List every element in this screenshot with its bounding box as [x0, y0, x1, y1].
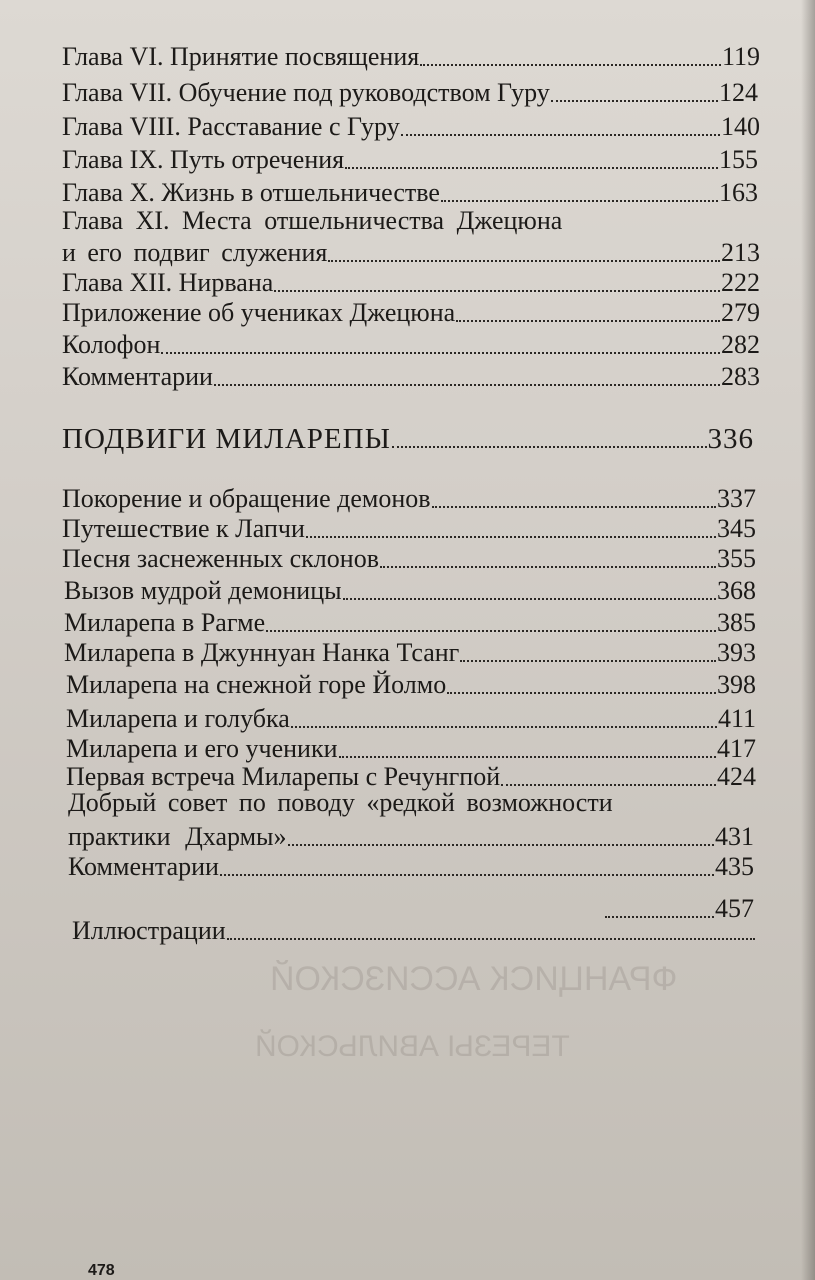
toc-entry-title: Миларепа и его ученики	[66, 734, 338, 763]
toc-entry-page: 213	[721, 238, 760, 267]
dot-leader	[420, 64, 721, 66]
toc-entry-title: Песня заснеженных склонов	[62, 544, 379, 573]
toc-entry-page: 457	[715, 894, 754, 923]
toc-entry[interactable]	[64, 576, 756, 606]
dot-leader	[441, 200, 718, 202]
toc-entry[interactable]	[62, 78, 758, 108]
dot-leader	[288, 844, 714, 846]
toc-entry-page: 431	[715, 822, 754, 851]
dot-leader	[380, 566, 716, 568]
toc-entry[interactable]	[62, 238, 760, 268]
page-number: 478	[88, 1262, 115, 1279]
toc-entry[interactable]	[64, 638, 756, 668]
dot-leader	[460, 660, 716, 662]
toc-entry-title: Миларепа и голубка	[66, 704, 290, 733]
toc-entry-page: 283	[721, 362, 760, 391]
toc-entry-page: 124	[719, 78, 758, 107]
toc-entry-title: Глава IX. Путь отречения	[62, 145, 345, 174]
toc-entry-title: Комментарии	[68, 852, 219, 881]
toc-entry-title: Глава X. Жизнь в отшельничестве	[62, 178, 440, 207]
toc-entry-title: Путешествие к Лапчи	[62, 514, 305, 543]
dot-leader	[306, 536, 716, 538]
toc-entry-page: 279	[721, 298, 760, 327]
dot-leader	[291, 726, 717, 728]
toc-entry-title: Миларепа в Джуннуан Нанка Тсанг	[64, 638, 460, 667]
illustrations-title-row	[72, 916, 756, 946]
dot-leader	[551, 100, 718, 102]
toc-entry-page: 411	[717, 704, 756, 733]
toc-entry-page: 282	[721, 330, 760, 359]
toc-entry-page: 355	[717, 544, 756, 573]
toc-entry-page: 385	[717, 608, 756, 637]
toc-entry[interactable]	[62, 484, 756, 514]
toc-entry[interactable]	[68, 852, 754, 882]
dot-leader	[274, 290, 720, 292]
toc-entry-page: 345	[717, 514, 756, 543]
toc-entry[interactable]	[62, 330, 760, 360]
toc-entry[interactable]	[68, 822, 754, 852]
dot-leader	[343, 598, 716, 600]
toc-entry[interactable]	[62, 42, 760, 72]
dot-leader	[401, 134, 720, 136]
toc-entry[interactable]	[66, 704, 756, 734]
toc-entry-title: Колофон	[62, 330, 161, 359]
toc-entry-title: Вызов мудрой демоницы	[64, 576, 342, 605]
toc-entry[interactable]	[62, 145, 758, 175]
toc-entry[interactable]	[62, 268, 760, 298]
toc-entry[interactable]	[62, 178, 758, 208]
toc-entry-title: Миларепа в Рагме	[64, 608, 266, 637]
toc-entry-title: Миларепа на снежной горе Йолмо	[66, 670, 447, 699]
toc-entry-title: Приложение об учениках Джецюна	[62, 298, 456, 327]
toc-entry-page: 417	[717, 734, 756, 763]
dot-leader	[392, 446, 707, 448]
toc-entry-title-line2: практики Дхармы»	[68, 822, 287, 851]
toc-entry[interactable]	[62, 112, 760, 142]
toc-entry-page: 155	[719, 145, 758, 174]
toc-entry-title: Иллюстрации	[72, 916, 226, 945]
toc-entry-page: 424	[717, 762, 756, 791]
dot-leader	[339, 756, 716, 758]
section-page: 336	[707, 423, 754, 455]
toc-entry-title: Покорение и обращение демонов	[62, 484, 431, 513]
toc-entry-page: 398	[717, 670, 756, 699]
toc-entry-page: 163	[719, 178, 758, 207]
dot-leader	[266, 630, 716, 632]
toc-entry[interactable]	[64, 608, 756, 638]
toc-entry-title: Глава VIII. Расставание с Гуру	[62, 112, 400, 141]
dot-leader	[432, 506, 716, 508]
toc-entry[interactable]	[62, 544, 756, 574]
toc-entry-page: 119	[721, 42, 760, 71]
dot-leader	[345, 167, 718, 169]
dot-leader	[161, 352, 720, 354]
dot-leader	[501, 784, 716, 786]
dot-leader	[227, 938, 755, 940]
toc-entry[interactable]	[62, 514, 756, 544]
toc-entry[interactable]	[62, 362, 760, 392]
toc-entry[interactable]	[66, 670, 756, 700]
toc-entry-title: Комментарии	[62, 362, 213, 391]
toc-entry-title: Глава VII. Обучение под руководством Гуру	[62, 78, 550, 107]
toc-entry[interactable]	[66, 734, 756, 764]
page-spine-shadow	[801, 0, 815, 1280]
toc-entry-page: 435	[715, 852, 754, 881]
dot-leader	[447, 692, 716, 694]
dot-leader	[328, 260, 720, 262]
toc-entry[interactable]	[62, 298, 760, 328]
toc-entry-title-line2: и его подвиг служения	[62, 238, 328, 267]
section-heading[interactable]	[62, 424, 754, 454]
toc-entry-page: 337	[717, 484, 756, 513]
toc-entry-page: 222	[721, 268, 760, 297]
toc-entry-page: 140	[721, 112, 760, 141]
toc-entry-title-line1: Глава XI. Места отшельничества Джецюна	[62, 206, 563, 235]
toc-entry-title: Глава XII. Нирвана	[62, 268, 274, 297]
toc-entry-title: Глава VI. Принятие посвящения	[62, 42, 420, 71]
dot-leader	[456, 320, 720, 322]
show-through-text: ФРАНЦИСК АССИЗСКОЙ	[270, 960, 678, 998]
toc-entry-page: 393	[717, 638, 756, 667]
toc-entry-title-line1: Добрый совет по поводу «редкой возможности	[68, 788, 613, 817]
dot-leader	[214, 384, 720, 386]
toc-entry-title: Первая встреча Миларепы с Речунгпой	[66, 762, 501, 791]
toc-entry-page: 368	[717, 576, 756, 605]
section-title: ПОДВИГИ МИЛАРЕПЫ	[62, 423, 391, 455]
show-through-text: ТЕРЕЗЫ АВИЛЬСКОЙ	[255, 1030, 570, 1063]
dot-leader	[220, 874, 714, 876]
